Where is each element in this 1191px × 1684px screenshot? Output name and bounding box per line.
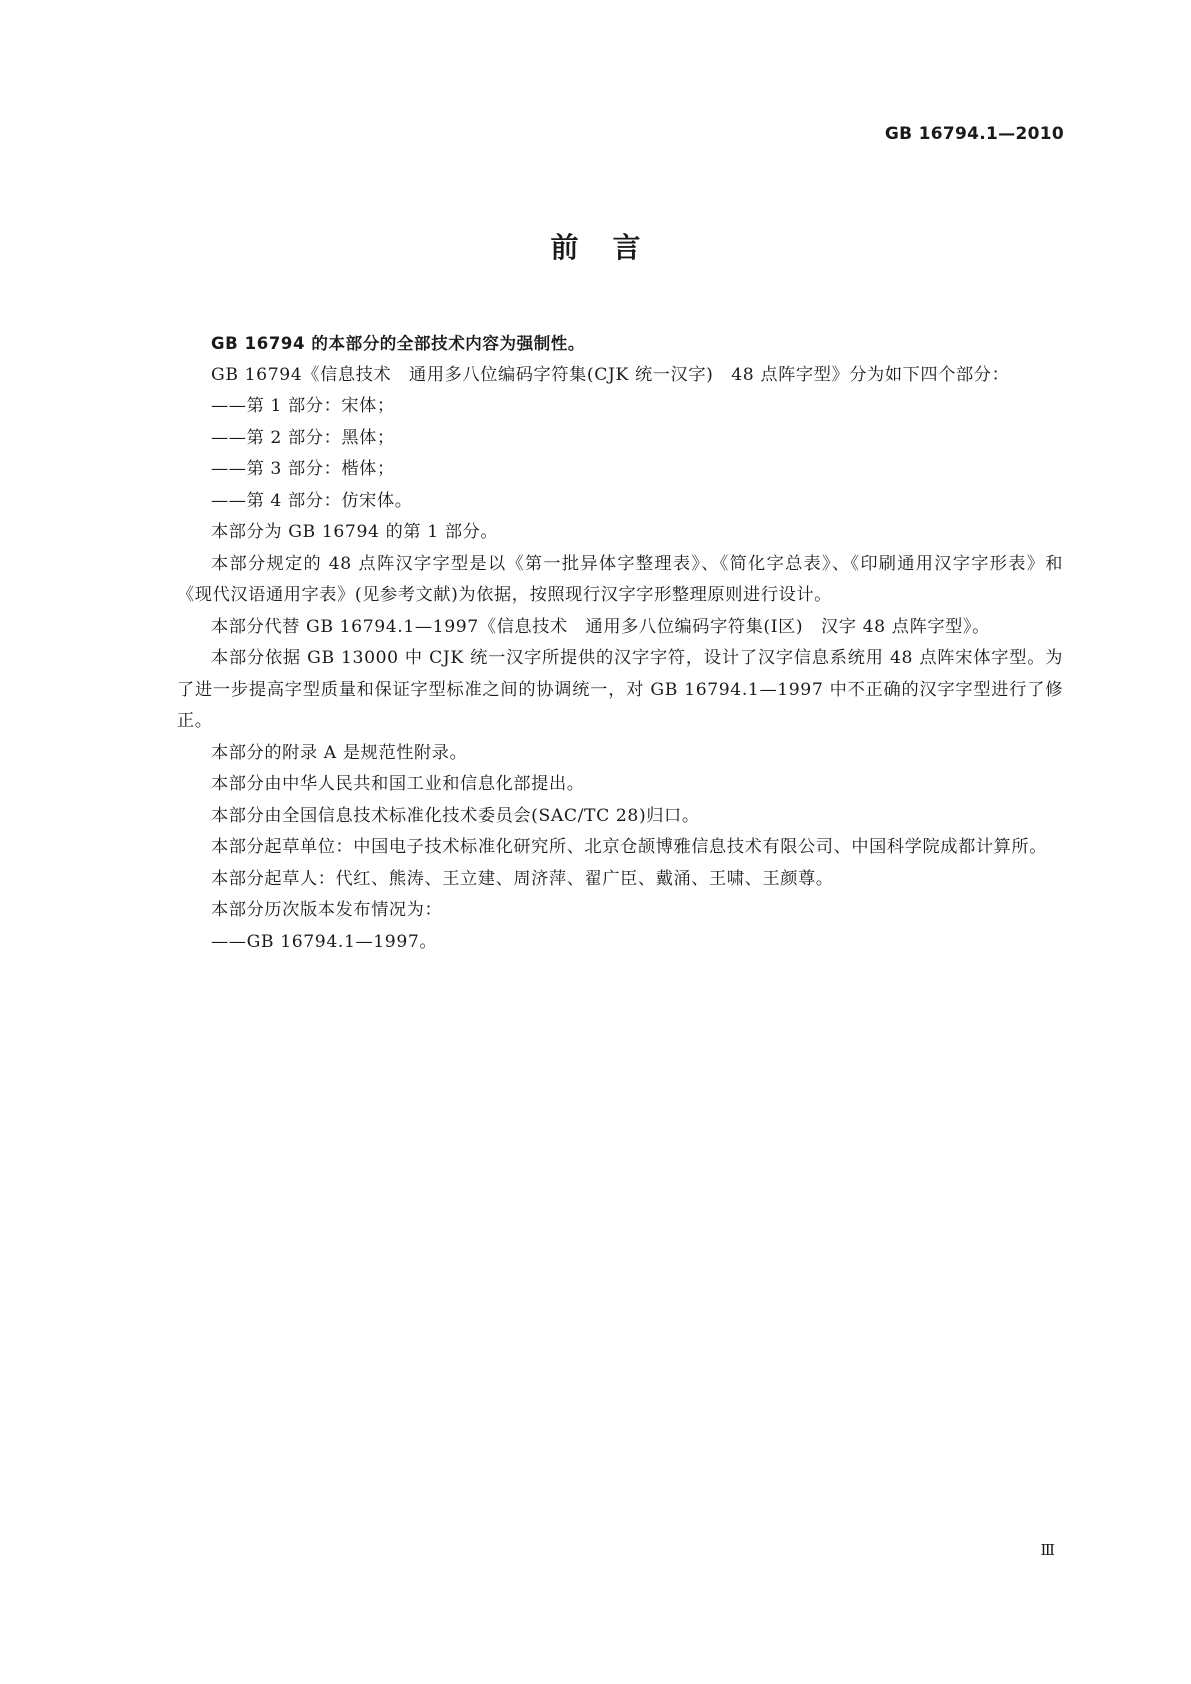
part-statement-paragraph: 本部分为 GB 16794 的第 1 部分。 (211, 522, 499, 542)
basis-paragraph: 本部分规定的 48 点阵汉字字型是以《第一批异体字整理表》、《简化字总表》、《印刷通用汉字字形表》和《现代汉语通用字表》(见参考文献)为依据，按照现行汉字字形整理原则进行设计。 (177, 553, 1063, 605)
standard-code-header: GB 16794.1—2010 (884, 124, 1064, 144)
design-paragraph: 本部分依据 GB 13000 中 CJK 统一汉字所提供的汉字字符，设计了汉字信息系统用 48 点阵宋体字型。为了进一步提高字型质量和保证字型标准之间的协调统一，对 GB 16794.1—1997 中不正确的汉字字型进行了修正。 (177, 648, 1063, 731)
part-list-item: ——第 4 部分：仿宋体。 (211, 490, 413, 511)
annex-paragraph: 本部分的附录 A 是规范性附录。 (211, 742, 468, 763)
parts-intro-paragraph: GB 16794《信息技术 通用多八位编码字符集(CJK 统一汉字) 48 点阵字型》分为如下四个部分： (211, 364, 1010, 385)
drafters-paragraph: 本部分起草人：代红、熊涛、王立建、周济萍、翟广臣、戴涌、王啸、王颜尊。 (211, 868, 834, 889)
page-number: Ⅲ (1040, 1541, 1054, 1559)
mandatory-statement: GB 16794 的本部分的全部技术内容为强制性。 (211, 334, 586, 353)
history-list-item: ——GB 16794.1—1997。 (211, 931, 438, 952)
proposer-paragraph: 本部分由中华人民共和国工业和信息化部提出。 (211, 774, 585, 794)
committee-paragraph: 本部分由全国信息技术标准化技术委员会(SAC/TC 28)归口。 (211, 805, 700, 826)
part-list-item: ——第 3 部分：楷体； (211, 459, 395, 479)
history-intro-paragraph: 本部分历次版本发布情况为： (211, 900, 443, 920)
part-list-item: ——第 1 部分：宋体； (211, 396, 395, 416)
drafting-units-paragraph: 本部分起草单位：中国电子技术标准化研究所、北京仓颉博雅信息技术有限公司、中国科学院成都计算所。 (211, 837, 1048, 857)
page-title: 前言 (550, 231, 675, 264)
replacement-paragraph: 本部分代替 GB 16794.1—1997《信息技术 通用多八位编码字符集(Ⅰ区) 汉字 48 点阵字型》。 (211, 616, 990, 637)
part-list-item: ——第 2 部分：黑体； (211, 427, 395, 448)
foreword-body (177, 328, 1063, 958)
